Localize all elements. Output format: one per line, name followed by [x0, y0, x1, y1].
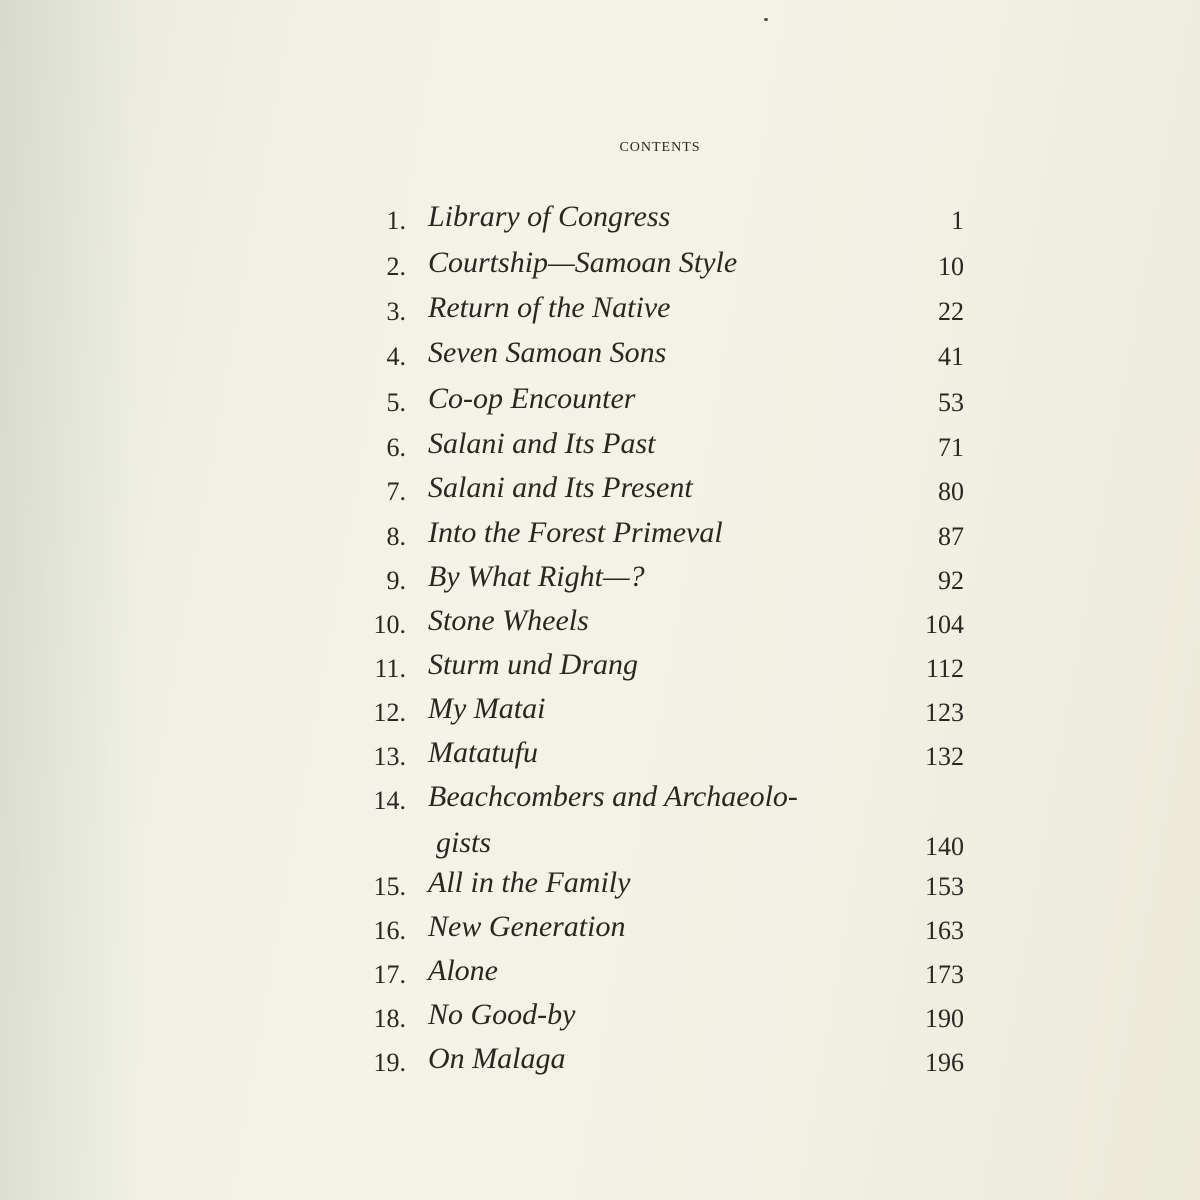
toc-entry-9 [340, 560, 970, 600]
chapter-title: On Malaga [428, 1042, 566, 1075]
page-number: 22 [938, 297, 964, 326]
chapter-title: My Matai [428, 692, 546, 725]
chapter-title: Beachcombers and Archaeolo- [428, 780, 798, 813]
chapter-number: 6. [386, 433, 406, 462]
chapter-number: 8. [386, 522, 406, 551]
page-gutter-shadow [0, 0, 140, 1200]
toc-entry-1 [340, 200, 970, 240]
toc-entry-12 [340, 692, 970, 732]
page-number: 104 [925, 610, 964, 639]
chapter-title: Library of Congress [428, 200, 671, 233]
chapter-number: 3. [386, 297, 406, 326]
toc-entry-3 [340, 291, 970, 331]
chapter-title: Into the Forest Primeval [428, 516, 723, 549]
chapter-title: All in the Family [428, 866, 631, 899]
page-number: 53 [938, 388, 964, 417]
page-number: 41 [938, 342, 964, 371]
chapter-number: 17. [373, 960, 406, 989]
chapter-number: 16. [373, 916, 406, 945]
page-number: 123 [925, 698, 964, 727]
toc-entry-6 [340, 427, 970, 467]
page-number: 112 [925, 654, 964, 683]
chapter-number: 11. [374, 654, 406, 683]
page-number: 80 [938, 477, 964, 506]
chapter-title: Co-op Encounter [428, 382, 636, 415]
chapter-title: Stone Wheels [428, 604, 589, 637]
chapter-title-continued: gists [436, 826, 492, 859]
page-number: 1 [951, 206, 964, 235]
page-number: 132 [925, 742, 964, 771]
page-number: 92 [938, 566, 964, 595]
page-number: 190 [925, 1004, 964, 1033]
page-number: 140 [925, 832, 964, 861]
chapter-number: 4. [386, 342, 406, 371]
chapter-number: 5. [386, 388, 406, 417]
chapter-title: By What Right—? [428, 560, 645, 593]
toc-entry-19 [340, 1042, 970, 1082]
chapter-number: 2. [386, 252, 406, 281]
toc-entry-8 [340, 516, 970, 556]
toc-entry-13 [340, 736, 970, 776]
chapter-number: 15. [373, 872, 406, 901]
toc-entry-14 [340, 780, 970, 820]
toc-entry-10 [340, 604, 970, 644]
page-number: 196 [925, 1048, 964, 1077]
chapter-number: 12. [373, 698, 406, 727]
toc-entry-18 [340, 998, 970, 1038]
toc-entry-17 [340, 954, 970, 994]
chapter-number: 18. [373, 1004, 406, 1033]
page-number: 173 [925, 960, 964, 989]
chapter-title: Matatufu [428, 736, 538, 769]
page-number: 153 [925, 872, 964, 901]
toc-entry-16 [340, 910, 970, 950]
chapter-title: Sturm und Drang [428, 648, 639, 681]
chapter-title: Salani and Its Present [428, 471, 693, 504]
toc-entry-2 [340, 246, 970, 286]
page-number: 71 [938, 433, 964, 462]
chapter-title: Alone [428, 954, 498, 987]
contents-heading: contents [619, 134, 701, 156]
chapter-title: Salani and Its Past [428, 427, 656, 460]
chapter-number: 10. [373, 610, 406, 639]
toc-entry-15 [340, 866, 970, 906]
paper-speck [764, 18, 768, 21]
chapter-number: 13. [373, 742, 406, 771]
toc-entry-4 [340, 336, 970, 376]
chapter-number: 9. [386, 566, 406, 595]
toc-entry-5 [340, 382, 970, 422]
chapter-number: 7. [386, 477, 406, 506]
chapter-title: No Good-by [428, 998, 576, 1031]
toc-entry-7 [340, 471, 970, 511]
chapter-title: Courtship—Samoan Style [428, 246, 738, 279]
chapter-title: Return of the Native [428, 291, 671, 324]
chapter-number: 19. [373, 1048, 406, 1077]
toc-entry-11 [340, 648, 970, 688]
page-number: 10 [938, 252, 964, 281]
page-number: 163 [925, 916, 964, 945]
chapter-number: 1. [386, 206, 406, 235]
chapter-number: 14. [373, 786, 406, 815]
page-number: 87 [938, 522, 964, 551]
chapter-title: New Generation [428, 910, 626, 943]
chapter-title: Seven Samoan Sons [428, 336, 667, 369]
